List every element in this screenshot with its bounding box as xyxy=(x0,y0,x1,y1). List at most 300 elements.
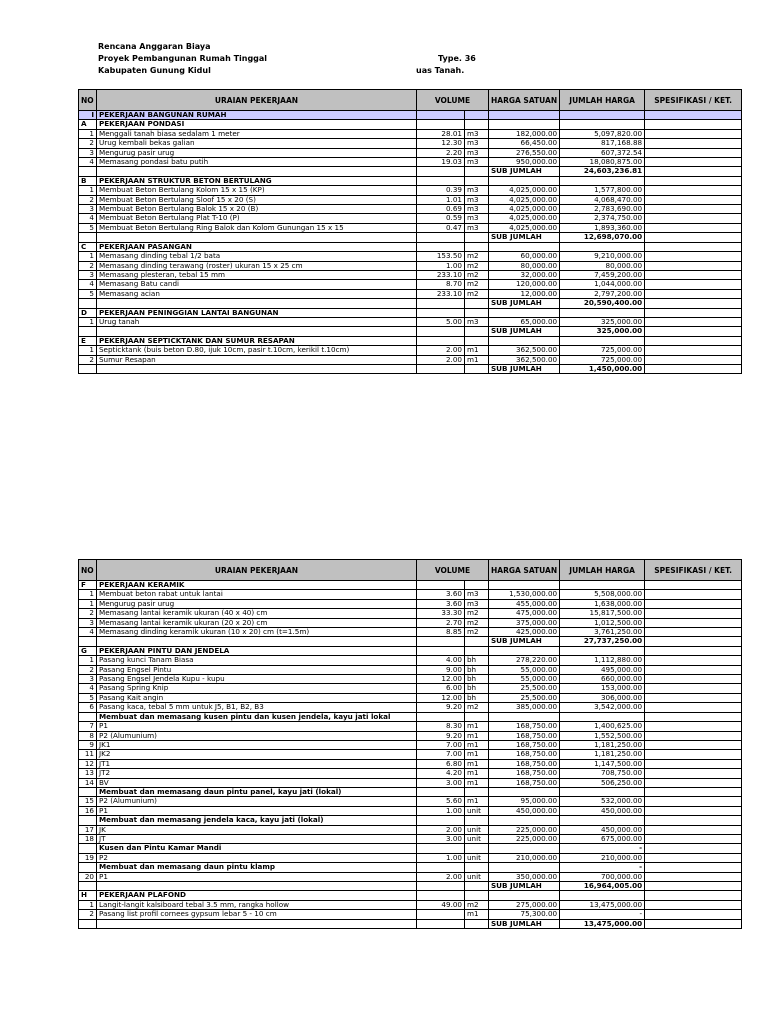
table-cell: 325,000.00 xyxy=(560,327,645,336)
table-cell xyxy=(79,712,97,721)
table-cell: 275,000.00 xyxy=(489,900,560,909)
table-cell: 495,000.00 xyxy=(560,665,645,674)
table-cell: m1 xyxy=(465,346,489,355)
table-cell: 7.00 xyxy=(417,740,465,749)
table-cell: 3 xyxy=(79,270,97,279)
table-cell: 3,761,250.00 xyxy=(560,628,645,637)
table-cell: 2.00 xyxy=(417,872,465,881)
table-cell: SUB JUMLAH xyxy=(489,882,560,891)
table-cell: 9.00 xyxy=(417,665,465,674)
table-cell: m2 xyxy=(465,900,489,909)
table-cell: 20,590,400.00 xyxy=(560,299,645,308)
table-cell xyxy=(465,712,489,721)
table-row xyxy=(79,364,742,373)
table-cell: Membuat Beton Bertulang Plat T-10 (P) xyxy=(97,214,417,223)
table-cell: 75,300.00 xyxy=(489,910,560,919)
table-cell xyxy=(79,787,97,796)
table-cell: bh xyxy=(465,665,489,674)
table-cell: m1 xyxy=(465,722,489,731)
table-row xyxy=(79,289,742,298)
table-cell: 9 xyxy=(79,740,97,749)
table-cell: Pasang Spring Knip xyxy=(97,684,417,693)
table-row xyxy=(79,675,742,684)
table-cell xyxy=(645,665,742,674)
table-cell: 325,000.00 xyxy=(560,317,645,326)
table-cell xyxy=(560,816,645,825)
table-row xyxy=(79,637,742,646)
table-cell: 450,000.00 xyxy=(489,806,560,815)
table-row xyxy=(79,252,742,261)
table-cell xyxy=(465,863,489,872)
table-cell: 2.20 xyxy=(417,148,465,157)
table-cell: 225,000.00 xyxy=(489,834,560,843)
table-cell: 0.59 xyxy=(417,214,465,223)
table-cell: 4 xyxy=(79,214,97,223)
table-row xyxy=(79,825,742,834)
table-row xyxy=(79,646,742,655)
table-cell: m2 xyxy=(465,703,489,712)
table-cell xyxy=(417,816,465,825)
table-cell: m3 xyxy=(465,223,489,232)
table-cell: JT xyxy=(97,834,417,843)
table-cell: m1 xyxy=(465,750,489,759)
table-cell: PEKERJAAN STRUKTUR BETON BERTULANG xyxy=(97,176,417,185)
table-cell: 60,000.00 xyxy=(489,252,560,261)
table-cell xyxy=(645,806,742,815)
table-cell: 2 xyxy=(79,910,97,919)
table-cell xyxy=(417,637,465,646)
table-cell xyxy=(645,637,742,646)
table-row xyxy=(79,731,742,740)
table-cell xyxy=(417,910,465,919)
table-cell: 28.01 xyxy=(417,129,465,138)
table-cell xyxy=(645,205,742,214)
table-cell: m2 xyxy=(465,618,489,627)
table-cell: 15,817,500.00 xyxy=(560,609,645,618)
table-cell: 362,500.00 xyxy=(489,346,560,355)
table-cell xyxy=(97,299,417,308)
table-cell: 2,797,200.00 xyxy=(560,289,645,298)
table-cell: P1 xyxy=(97,722,417,731)
table-cell xyxy=(645,167,742,176)
table-cell xyxy=(417,120,465,129)
table-cell xyxy=(417,787,465,796)
table-cell: 1,893,360.00 xyxy=(560,223,645,232)
table-cell: 3 xyxy=(79,148,97,157)
table-cell: H xyxy=(79,891,97,900)
table-cell: Membuat dan memasang daun pintu klamp xyxy=(97,863,417,872)
table-cell xyxy=(645,317,742,326)
table-cell: bh xyxy=(465,693,489,702)
table-cell: 1,044,000.00 xyxy=(560,280,645,289)
table-cell: Memasang dinding keramik ukuran (10 x 20) cm (t=1.5m) xyxy=(97,628,417,637)
table-row xyxy=(79,308,742,317)
table-cell xyxy=(645,581,742,590)
table-cell: 3 xyxy=(79,205,97,214)
column-header: NO xyxy=(79,560,97,581)
column-header: HARGA SATUAN xyxy=(489,560,560,581)
table-cell: Pasang Engsel Jendela Kupu - kupu xyxy=(97,675,417,684)
table-cell xyxy=(645,740,742,749)
table-cell: 1,400,625.00 xyxy=(560,722,645,731)
table-cell: Memasang pondasi batu putih xyxy=(97,158,417,167)
table-cell xyxy=(645,252,742,261)
table-cell xyxy=(489,120,560,129)
table-cell: m3 xyxy=(465,599,489,608)
table-row xyxy=(79,844,742,853)
table-cell: Pasang Kait angin xyxy=(97,693,417,702)
table-cell xyxy=(645,289,742,298)
table-cell: 2 xyxy=(79,139,97,148)
table-cell xyxy=(560,646,645,655)
table-cell: 168,750.00 xyxy=(489,750,560,759)
table-cell: 19 xyxy=(79,853,97,862)
table-cell: Membuat Beton Bertulang Sloof 15 x 20 (S) xyxy=(97,195,417,204)
table-row xyxy=(79,242,742,251)
table-cell xyxy=(645,816,742,825)
table-cell: 276,550.00 xyxy=(489,148,560,157)
table-cell: 8 xyxy=(79,731,97,740)
table-cell: 1,577,800.00 xyxy=(560,186,645,195)
table-cell xyxy=(465,581,489,590)
table-cell xyxy=(645,299,742,308)
table-cell: 13,475,000.00 xyxy=(560,900,645,909)
table-cell xyxy=(645,646,742,655)
table-cell xyxy=(465,919,489,928)
table-cell xyxy=(489,863,560,872)
table-cell: SUB JUMLAH xyxy=(489,327,560,336)
table-cell: Membuat Beton Bertulang Kolom 15 x 15 (KP) xyxy=(97,186,417,195)
table-cell xyxy=(465,233,489,242)
table-cell: 708,750.00 xyxy=(560,769,645,778)
table-cell: 7 xyxy=(79,722,97,731)
table-cell: JK1 xyxy=(97,740,417,749)
table-cell: Memasang Batu candi xyxy=(97,280,417,289)
table-cell: unit xyxy=(465,825,489,834)
table-row xyxy=(79,336,742,345)
table-cell xyxy=(489,336,560,345)
table-cell xyxy=(645,195,742,204)
table-row xyxy=(79,722,742,731)
table-cell: m2 xyxy=(465,628,489,637)
table-row xyxy=(79,158,742,167)
table-cell: PEKERJAAN PLAFOND xyxy=(97,891,417,900)
table-cell xyxy=(645,750,742,759)
table-cell: PEKERJAAN PASANGAN xyxy=(97,242,417,251)
table-cell: m1 xyxy=(465,910,489,919)
budget-table-2 xyxy=(78,559,742,929)
table-cell xyxy=(489,787,560,796)
table-cell: 4,025,000.00 xyxy=(489,205,560,214)
table-row xyxy=(79,233,742,242)
table-cell xyxy=(489,242,560,251)
doc-title: Rencana Anggaran Biaya xyxy=(98,42,211,51)
table-cell xyxy=(645,346,742,355)
table-cell: 168,750.00 xyxy=(489,778,560,787)
table-cell: 425,000.00 xyxy=(489,628,560,637)
table-cell xyxy=(645,675,742,684)
table-cell: 210,000.00 xyxy=(489,853,560,862)
table-cell xyxy=(489,646,560,655)
table-cell: JK xyxy=(97,825,417,834)
table-row xyxy=(79,684,742,693)
table-cell xyxy=(465,787,489,796)
table-cell: bh xyxy=(465,684,489,693)
table-row xyxy=(79,167,742,176)
table-row xyxy=(79,120,742,129)
table-cell: 210,000.00 xyxy=(560,853,645,862)
table-cell: 1 xyxy=(79,599,97,608)
table-cell: Membuat dan memasang jendela kaca, kayu jati (lokal) xyxy=(97,816,417,825)
table-cell: 49.00 xyxy=(417,900,465,909)
table-cell xyxy=(645,599,742,608)
table-cell xyxy=(645,844,742,853)
table-cell: 153,000.00 xyxy=(560,684,645,693)
table-cell: Membuat dan memasang daun pintu panel, kayu jati (lokal) xyxy=(97,787,417,796)
table-cell xyxy=(645,684,742,693)
table-cell xyxy=(97,233,417,242)
table-cell: 4 xyxy=(79,158,97,167)
table-cell: PEKERJAAN BANGUNAN RUMAH xyxy=(97,111,417,120)
table-cell xyxy=(465,816,489,825)
table-cell: - xyxy=(560,844,645,853)
column-header: VOLUME xyxy=(417,560,489,581)
table-cell: 1 xyxy=(79,900,97,909)
table-cell: m1 xyxy=(465,759,489,768)
table-cell: m3 xyxy=(465,139,489,148)
table-cell: m3 xyxy=(465,195,489,204)
table-row xyxy=(79,712,742,721)
table-cell: PEKERJAAN KERAMIK xyxy=(97,581,417,590)
table-cell: 2.70 xyxy=(417,618,465,627)
table-cell xyxy=(645,261,742,270)
table-cell: 24,603,236.81 xyxy=(560,167,645,176)
table-row xyxy=(79,891,742,900)
table-cell: Memasang lantai keramik ukuran (40 x 40) cm xyxy=(97,609,417,618)
table-cell xyxy=(465,299,489,308)
table-cell xyxy=(97,327,417,336)
table-cell: Kusen dan Pintu Kamar Mandi xyxy=(97,844,417,853)
table-cell: bh xyxy=(465,675,489,684)
table-row xyxy=(79,261,742,270)
table-cell: m1 xyxy=(465,797,489,806)
table-cell: 4,025,000.00 xyxy=(489,195,560,204)
table-row xyxy=(79,581,742,590)
table-cell: 5.60 xyxy=(417,797,465,806)
table-cell: Urug tanah xyxy=(97,317,417,326)
table-cell: 9.20 xyxy=(417,731,465,740)
table-cell: 2,374,750.00 xyxy=(560,214,645,223)
table-cell: m1 xyxy=(465,731,489,740)
table-cell xyxy=(465,111,489,120)
table-row xyxy=(79,195,742,204)
table-cell: 1,112,880.00 xyxy=(560,656,645,665)
column-header: SPESIFIKASI / KET. xyxy=(645,560,742,581)
table-cell: 1 xyxy=(79,186,97,195)
table-cell xyxy=(79,863,97,872)
table-cell: 2.00 xyxy=(417,825,465,834)
table-cell: I xyxy=(79,111,97,120)
table-cell xyxy=(560,120,645,129)
table-cell: SUB JUMLAH xyxy=(489,637,560,646)
table-cell: m3 xyxy=(465,158,489,167)
table-cell: Membuat Beton Bertulang Balok 15 x 20 (B) xyxy=(97,205,417,214)
table-cell: 450,000.00 xyxy=(560,825,645,834)
table-cell: Pasang Engsel Pintu xyxy=(97,665,417,674)
table-cell xyxy=(645,590,742,599)
table-row xyxy=(79,919,742,928)
table-cell: 5 xyxy=(79,289,97,298)
table-cell: 11 xyxy=(79,750,97,759)
table-cell: 4.20 xyxy=(417,769,465,778)
table-cell: 80,000.00 xyxy=(489,261,560,270)
table-cell: 2.00 xyxy=(417,355,465,364)
table-row xyxy=(79,327,742,336)
table-cell: 168,750.00 xyxy=(489,722,560,731)
table-cell: 8.30 xyxy=(417,722,465,731)
table-cell: 455,000.00 xyxy=(489,599,560,608)
table-cell: 506,250.00 xyxy=(560,778,645,787)
table-cell: 168,750.00 xyxy=(489,759,560,768)
table-cell: m1 xyxy=(465,740,489,749)
table-cell: Memasang dinding terawang (roster) ukuran 15 x 25 cm xyxy=(97,261,417,270)
table-cell: 80,000.00 xyxy=(560,261,645,270)
table-row xyxy=(79,628,742,637)
table-cell: 1.00 xyxy=(417,853,465,862)
table-row xyxy=(79,703,742,712)
table-row xyxy=(79,299,742,308)
table-cell: 375,000.00 xyxy=(489,618,560,627)
table-cell xyxy=(79,299,97,308)
table-cell xyxy=(465,891,489,900)
table-cell xyxy=(97,167,417,176)
table-cell: 5,508,000.00 xyxy=(560,590,645,599)
table-cell: 6 xyxy=(79,703,97,712)
table-cell: 1.00 xyxy=(417,261,465,270)
table-cell xyxy=(489,891,560,900)
table-cell: 1 xyxy=(79,129,97,138)
table-row xyxy=(79,609,742,618)
table-cell: 1.01 xyxy=(417,195,465,204)
table-cell xyxy=(489,308,560,317)
table-cell: Mengurug pasir urug xyxy=(97,599,417,608)
table-cell: 817,168.88 xyxy=(560,139,645,148)
table-cell: SUB JUMLAH xyxy=(489,364,560,373)
table-cell: P1 xyxy=(97,872,417,881)
table-cell xyxy=(79,919,97,928)
table-row xyxy=(79,129,742,138)
table-cell: 1 xyxy=(79,346,97,355)
table-cell: 16 xyxy=(79,806,97,815)
table-cell xyxy=(645,355,742,364)
table-cell xyxy=(465,120,489,129)
table-row xyxy=(79,176,742,185)
table-cell xyxy=(560,336,645,345)
table-cell: - xyxy=(560,863,645,872)
table-row xyxy=(79,656,742,665)
table-cell xyxy=(97,919,417,928)
table-cell: Sumur Resapan xyxy=(97,355,417,364)
table-cell: C xyxy=(79,242,97,251)
table-cell: 350,000.00 xyxy=(489,872,560,881)
table-row xyxy=(79,139,742,148)
table-cell: 1.00 xyxy=(417,806,465,815)
table-cell: 233.10 xyxy=(417,270,465,279)
table-cell: 1 xyxy=(79,317,97,326)
table-cell xyxy=(645,825,742,834)
table-cell: Memasang plesteran, tebal 15 mm xyxy=(97,270,417,279)
table-cell: 17 xyxy=(79,825,97,834)
table-cell xyxy=(465,176,489,185)
table-cell xyxy=(645,223,742,232)
table-cell: 1,012,500.00 xyxy=(560,618,645,627)
table-cell xyxy=(417,891,465,900)
table-cell: 475,000.00 xyxy=(489,609,560,618)
table-cell: 0.47 xyxy=(417,223,465,232)
table-cell xyxy=(79,364,97,373)
table-cell: m3 xyxy=(465,317,489,326)
table-cell: 4,068,470.00 xyxy=(560,195,645,204)
table-cell xyxy=(560,787,645,796)
house-type: Type. 36 xyxy=(438,54,476,63)
table-cell: Memasang dinding tebal 1/2 bata xyxy=(97,252,417,261)
table-row xyxy=(79,759,742,768)
table-cell: unit xyxy=(465,806,489,815)
table-cell: m3 xyxy=(465,148,489,157)
table-cell: 362,500.00 xyxy=(489,355,560,364)
table-cell: 532,000.00 xyxy=(560,797,645,806)
table-cell: 675,000.00 xyxy=(560,834,645,843)
table-cell xyxy=(645,270,742,279)
table-cell: D xyxy=(79,308,97,317)
table-cell: P2 xyxy=(97,853,417,862)
table-cell xyxy=(645,609,742,618)
table-cell: 3 xyxy=(79,675,97,684)
table-cell: P1 xyxy=(97,806,417,815)
table-cell: 700,000.00 xyxy=(560,872,645,881)
table-cell: 2 xyxy=(79,355,97,364)
table-row xyxy=(79,270,742,279)
table-row xyxy=(79,816,742,825)
table-cell: Langit-langit kalsiboard tebal 3.5 mm, rangka hollow xyxy=(97,900,417,909)
table-cell xyxy=(645,797,742,806)
table-cell: 306,000.00 xyxy=(560,693,645,702)
table-cell xyxy=(417,712,465,721)
table-cell: m3 xyxy=(465,590,489,599)
column-header: JUMLAH HARGA xyxy=(560,90,645,111)
table-cell xyxy=(645,176,742,185)
column-header: URAIAN PEKERJAAN xyxy=(97,560,417,581)
table-row xyxy=(79,355,742,364)
column-header: VOLUME xyxy=(417,90,489,111)
table-cell: 5 xyxy=(79,223,97,232)
table-cell: 1,530,000.00 xyxy=(489,590,560,599)
table-cell xyxy=(645,618,742,627)
table-cell: 9,210,000.00 xyxy=(560,252,645,261)
table-cell: SUB JUMLAH xyxy=(489,919,560,928)
table-cell: 1,147,500.00 xyxy=(560,759,645,768)
table-cell xyxy=(489,176,560,185)
table-cell: 2 xyxy=(79,609,97,618)
table-cell: m1 xyxy=(465,355,489,364)
table-row xyxy=(79,280,742,289)
table-cell: 15 xyxy=(79,797,97,806)
table-cell xyxy=(465,646,489,655)
table-cell xyxy=(560,712,645,721)
table-cell: m2 xyxy=(465,289,489,298)
table-cell: 2.00 xyxy=(417,346,465,355)
table-cell xyxy=(645,787,742,796)
